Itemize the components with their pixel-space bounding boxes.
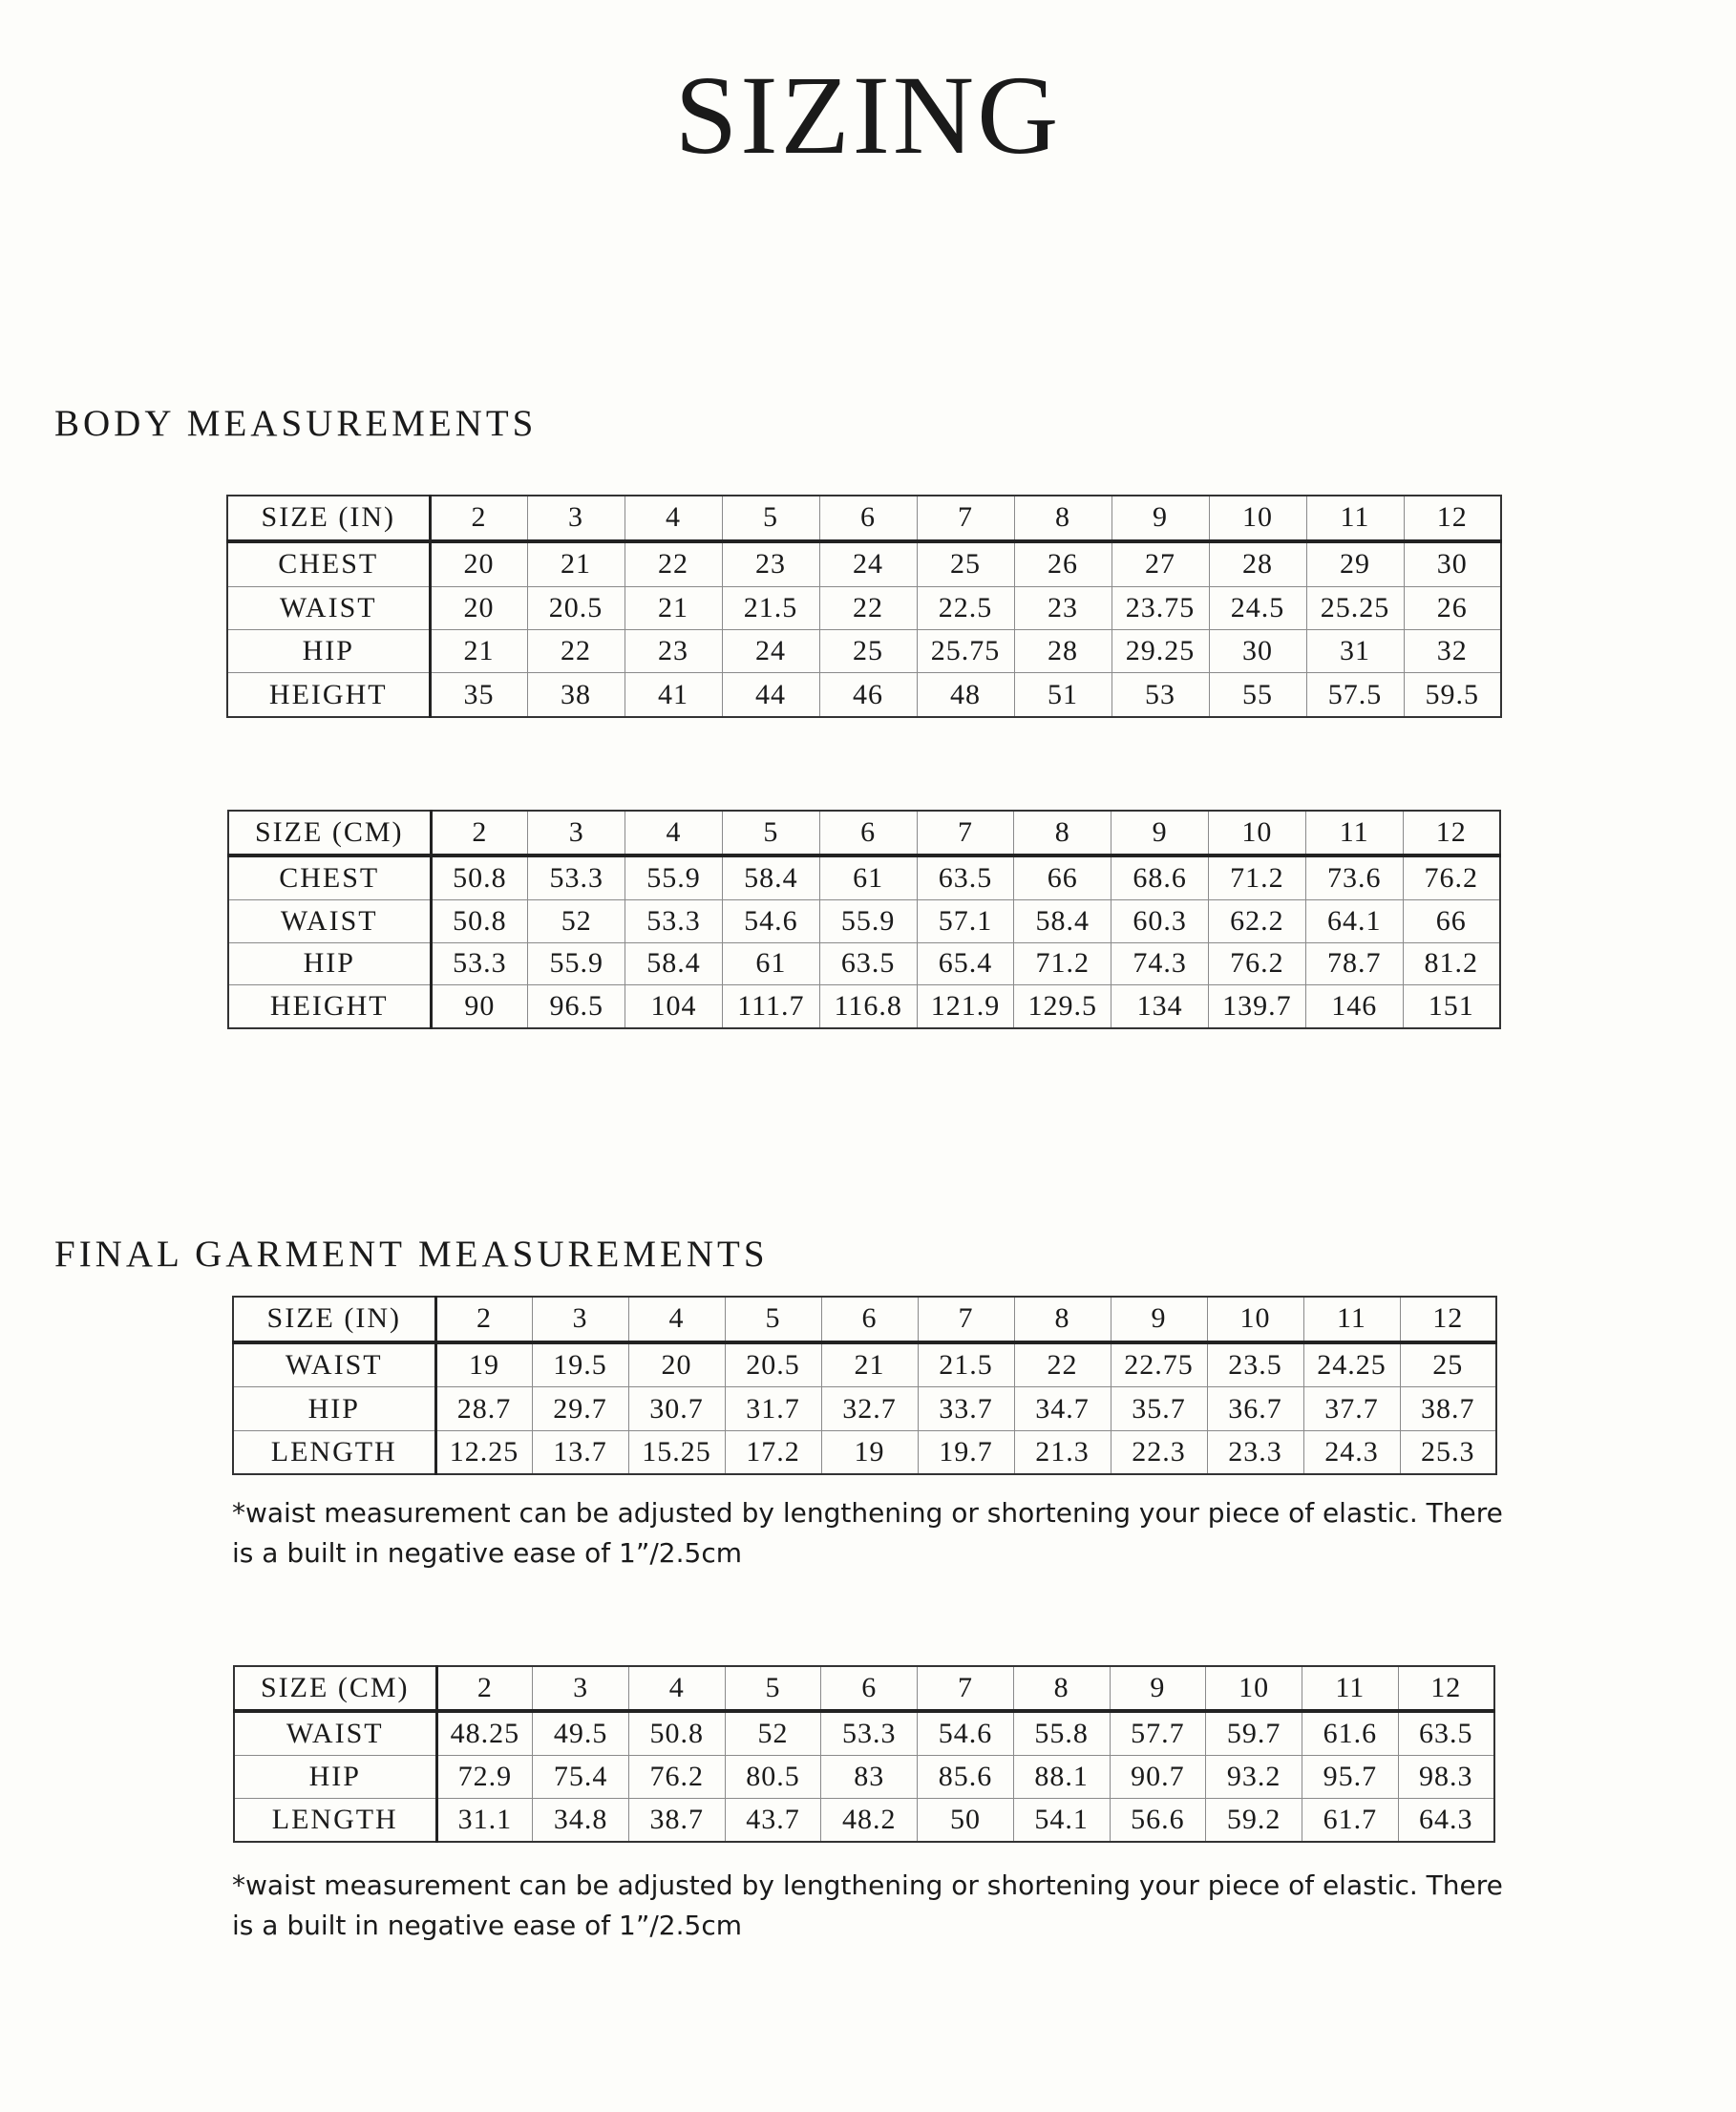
size-header-cell: 7 — [917, 496, 1014, 541]
measurement-cell: 50 — [918, 1799, 1014, 1842]
size-header-cell: 10 — [1209, 496, 1306, 541]
measurement-cell: 23.75 — [1111, 586, 1209, 629]
measurement-cell: 35.7 — [1111, 1387, 1207, 1430]
measurement-cell: 12.25 — [435, 1430, 532, 1474]
size-header-cell: 8 — [1013, 1666, 1110, 1711]
measurement-cell: 56.6 — [1110, 1799, 1206, 1842]
measurement-cell: 61 — [819, 855, 917, 899]
measurement-cell: 75.4 — [533, 1756, 629, 1799]
measurement-cell: 61.7 — [1302, 1799, 1398, 1842]
size-header-cell: 8 — [1014, 811, 1111, 855]
measurement-cell: 20.5 — [725, 1342, 821, 1387]
size-header-cell: 10 — [1206, 1666, 1302, 1711]
measurement-cell: 22 — [819, 586, 917, 629]
measurement-cell: 49.5 — [533, 1711, 629, 1756]
size-header-row — [227, 496, 1501, 541]
measurement-cell: 23 — [625, 630, 722, 673]
size-header-cell: 11 — [1306, 496, 1404, 541]
measurement-cell: 20 — [628, 1342, 725, 1387]
row-label: LENGTH — [233, 1430, 435, 1474]
measurement-cell: 23.5 — [1207, 1342, 1303, 1387]
row-label: CHEST — [228, 855, 431, 899]
measurement-cell: 121.9 — [917, 985, 1014, 1028]
table-row-waist — [228, 900, 1500, 943]
size-header-cell: 6 — [821, 1666, 918, 1711]
size-header-cell: 10 — [1209, 811, 1306, 855]
measurement-cell: 38.7 — [628, 1799, 725, 1842]
measurement-cell: 57.7 — [1110, 1711, 1206, 1756]
size-header-cell: 2 — [431, 811, 528, 855]
measurement-cell: 29 — [1306, 541, 1404, 586]
measurement-cell: 43.7 — [725, 1799, 821, 1842]
page-title: SIZING — [674, 53, 1062, 178]
measurement-cell: 22 — [527, 630, 625, 673]
size-header-cell: 12 — [1398, 1666, 1494, 1711]
table-row-waist — [233, 1342, 1496, 1387]
measurement-cell: 46 — [819, 673, 917, 717]
measurement-cell: 31.7 — [725, 1387, 821, 1430]
size-header-label: SIZE (CM) — [234, 1666, 436, 1711]
size-header-cell: 2 — [430, 496, 527, 541]
size-header-label: SIZE (IN) — [227, 496, 430, 541]
measurement-cell: 31 — [1306, 630, 1404, 673]
measurement-cell: 26 — [1014, 541, 1111, 586]
measurement-cell: 55.9 — [819, 900, 917, 943]
size-header-cell: 11 — [1302, 1666, 1398, 1711]
table-row-height — [227, 673, 1501, 717]
size-header-row — [234, 1666, 1494, 1711]
measurement-cell: 21 — [625, 586, 722, 629]
measurement-cell: 33.7 — [918, 1387, 1014, 1430]
measurement-cell: 32.7 — [821, 1387, 918, 1430]
row-label: HEIGHT — [228, 985, 431, 1028]
measurement-cell: 116.8 — [819, 985, 917, 1028]
size-header-cell: 4 — [628, 1666, 725, 1711]
measurement-cell: 53 — [1111, 673, 1209, 717]
table-row-waist — [227, 586, 1501, 629]
measurement-cell: 66 — [1403, 900, 1500, 943]
measurement-cell: 139.7 — [1209, 985, 1306, 1028]
measurement-cell: 111.7 — [722, 985, 819, 1028]
measurement-cell: 83 — [821, 1756, 918, 1799]
measurement-cell: 88.1 — [1013, 1756, 1110, 1799]
row-label: HIP — [234, 1756, 436, 1799]
measurement-cell: 20 — [430, 541, 527, 586]
row-label: HEIGHT — [227, 673, 430, 717]
measurement-cell: 26 — [1404, 586, 1501, 629]
measurement-cell: 34.8 — [533, 1799, 629, 1842]
row-label: WAIST — [234, 1711, 436, 1756]
measurement-cell: 22.75 — [1111, 1342, 1207, 1387]
size-header-cell: 4 — [628, 1297, 725, 1342]
note-line: *waist measurement can be adjusted by lengthening or shortening your piece of elastic. There — [232, 1497, 1503, 1529]
measurement-cell: 58.4 — [625, 942, 723, 985]
measurement-cell: 59.7 — [1206, 1711, 1302, 1756]
size-header-cell: 7 — [918, 1297, 1014, 1342]
measurement-cell: 23 — [1014, 586, 1111, 629]
measurement-cell: 53.3 — [625, 900, 723, 943]
measurement-cell: 24.5 — [1209, 586, 1306, 629]
measurement-cell: 73.6 — [1305, 855, 1403, 899]
size-header-cell: 5 — [722, 496, 819, 541]
measurement-cell: 50.8 — [628, 1711, 725, 1756]
measurement-cell: 72.9 — [436, 1756, 533, 1799]
measurement-cell: 54.1 — [1013, 1799, 1110, 1842]
size-header-cell: 11 — [1303, 1297, 1400, 1342]
measurement-cell: 35 — [430, 673, 527, 717]
measurement-cell: 76.2 — [1209, 942, 1306, 985]
measurement-cell: 23 — [722, 541, 819, 586]
measurement-cell: 22 — [1014, 1342, 1111, 1387]
measurement-cell: 22.3 — [1111, 1430, 1207, 1474]
measurement-cell: 98.3 — [1398, 1756, 1494, 1799]
size-header-cell: 6 — [819, 811, 917, 855]
measurement-cell: 54.6 — [918, 1711, 1014, 1756]
size-header-cell: 2 — [435, 1297, 532, 1342]
measurement-cell: 21.5 — [722, 586, 819, 629]
measurement-cell: 21 — [527, 541, 625, 586]
size-header-cell: 9 — [1111, 811, 1209, 855]
measurement-cell: 78.7 — [1305, 942, 1403, 985]
measurement-cell: 34.7 — [1014, 1387, 1111, 1430]
size-header-cell: 9 — [1111, 496, 1209, 541]
table-row-hip — [233, 1387, 1496, 1430]
row-label: HIP — [227, 630, 430, 673]
row-label: WAIST — [228, 900, 431, 943]
measurement-cell: 24.25 — [1303, 1342, 1400, 1387]
measurement-cell: 53.3 — [528, 855, 625, 899]
measurement-cell: 24 — [819, 541, 917, 586]
measurement-cell: 61.6 — [1302, 1711, 1398, 1756]
measurement-cell: 25 — [917, 541, 1014, 586]
measurement-cell: 30 — [1209, 630, 1306, 673]
measurement-cell: 29.7 — [532, 1387, 628, 1430]
size-header-cell: 12 — [1403, 811, 1500, 855]
measurement-cell: 29.25 — [1111, 630, 1209, 673]
measurement-cell: 54.6 — [722, 900, 819, 943]
measurement-cell: 55.8 — [1013, 1711, 1110, 1756]
measurement-cell: 30 — [1404, 541, 1501, 586]
table-row-chest — [228, 855, 1500, 899]
size-header-cell: 11 — [1305, 811, 1403, 855]
section-title-body-measurements: BODY MEASUREMENTS — [54, 403, 538, 444]
measurement-cell: 23.3 — [1207, 1430, 1303, 1474]
measurement-cell: 50.8 — [431, 900, 528, 943]
measurement-cell: 52 — [725, 1711, 821, 1756]
size-header-row — [233, 1297, 1496, 1342]
measurement-cell: 58.4 — [722, 855, 819, 899]
measurement-cell: 32 — [1404, 630, 1501, 673]
size-header-cell: 10 — [1207, 1297, 1303, 1342]
size-header-cell: 8 — [1014, 1297, 1111, 1342]
measurement-cell: 25.3 — [1400, 1430, 1496, 1474]
measurement-cell: 53.3 — [821, 1711, 918, 1756]
measurement-cell: 30.7 — [628, 1387, 725, 1430]
size-header-cell: 9 — [1111, 1297, 1207, 1342]
measurement-cell: 90 — [431, 985, 528, 1028]
measurement-cell: 68.6 — [1111, 855, 1209, 899]
measurement-cell: 146 — [1305, 985, 1403, 1028]
row-label: LENGTH — [234, 1799, 436, 1842]
table-row-hip — [228, 942, 1500, 985]
measurement-cell: 48.25 — [436, 1711, 533, 1756]
size-header-cell: 12 — [1400, 1297, 1496, 1342]
table-row-height — [228, 985, 1500, 1028]
size-header-label: SIZE (CM) — [228, 811, 431, 855]
measurement-cell: 19.5 — [532, 1342, 628, 1387]
measurement-cell: 20.5 — [527, 586, 625, 629]
measurement-cell: 48 — [917, 673, 1014, 717]
measurement-cell: 63.5 — [1398, 1711, 1494, 1756]
measurement-cell: 134 — [1111, 985, 1209, 1028]
measurement-cell: 50.8 — [431, 855, 528, 899]
body-measurements-cm-table — [227, 810, 1501, 1029]
measurement-cell: 28 — [1209, 541, 1306, 586]
measurement-cell: 19 — [435, 1342, 532, 1387]
measurement-cell: 65.4 — [917, 942, 1014, 985]
measurement-cell: 59.2 — [1206, 1799, 1302, 1842]
measurement-cell: 51 — [1014, 673, 1111, 717]
garment-measurements-inches-table — [232, 1296, 1497, 1475]
measurement-cell: 90.7 — [1110, 1756, 1206, 1799]
size-header-cell: 9 — [1110, 1666, 1206, 1711]
measurement-cell: 24.3 — [1303, 1430, 1400, 1474]
measurement-cell: 64.1 — [1305, 900, 1403, 943]
note-line: is a built in negative ease of 1”/2.5cm — [232, 1537, 743, 1569]
size-header-label: SIZE (IN) — [233, 1297, 435, 1342]
table-row-length — [233, 1430, 1496, 1474]
measurement-cell: 71.2 — [1014, 942, 1111, 985]
measurement-cell: 44 — [722, 673, 819, 717]
measurement-cell: 15.25 — [628, 1430, 725, 1474]
table-row-hip — [234, 1756, 1494, 1799]
size-header-cell: 3 — [533, 1666, 629, 1711]
measurement-cell: 55 — [1209, 673, 1306, 717]
size-header-cell: 6 — [821, 1297, 918, 1342]
size-header-cell: 4 — [625, 811, 723, 855]
size-header-cell: 2 — [436, 1666, 533, 1711]
measurement-cell: 80.5 — [725, 1756, 821, 1799]
size-header-cell: 12 — [1404, 496, 1501, 541]
measurement-cell: 38.7 — [1400, 1387, 1496, 1430]
table-row-length — [234, 1799, 1494, 1842]
measurement-cell: 76.2 — [628, 1756, 725, 1799]
measurement-cell: 60.3 — [1111, 900, 1209, 943]
size-header-cell: 7 — [917, 811, 1014, 855]
measurement-cell: 85.6 — [918, 1756, 1014, 1799]
size-header-cell: 3 — [532, 1297, 628, 1342]
measurement-cell: 24 — [722, 630, 819, 673]
measurement-cell: 57.1 — [917, 900, 1014, 943]
measurement-cell: 25 — [1400, 1342, 1496, 1387]
row-label: WAIST — [233, 1342, 435, 1387]
measurement-cell: 96.5 — [528, 985, 625, 1028]
measurement-cell: 57.5 — [1306, 673, 1404, 717]
measurement-cell: 41 — [625, 673, 722, 717]
measurement-cell: 129.5 — [1014, 985, 1111, 1028]
size-header-cell: 3 — [528, 811, 625, 855]
size-header-cell: 5 — [722, 811, 819, 855]
measurement-cell: 64.3 — [1398, 1799, 1494, 1842]
measurement-cell: 55.9 — [528, 942, 625, 985]
measurement-cell: 59.5 — [1404, 673, 1501, 717]
note-line: is a built in negative ease of 1”/2.5cm — [232, 1910, 743, 1941]
measurement-cell: 21 — [821, 1342, 918, 1387]
measurement-cell: 93.2 — [1206, 1756, 1302, 1799]
measurement-cell: 22 — [625, 541, 722, 586]
measurement-cell: 74.3 — [1111, 942, 1209, 985]
size-header-row — [228, 811, 1500, 855]
note-line: *waist measurement can be adjusted by lengthening or shortening your piece of elastic. There — [232, 1869, 1503, 1901]
measurement-cell: 37.7 — [1303, 1387, 1400, 1430]
row-label: HIP — [233, 1387, 435, 1430]
size-header-cell: 5 — [725, 1666, 821, 1711]
measurement-cell: 28 — [1014, 630, 1111, 673]
table-row-chest — [227, 541, 1501, 586]
measurement-cell: 58.4 — [1014, 900, 1111, 943]
measurement-cell: 25 — [819, 630, 917, 673]
measurement-cell: 21.3 — [1014, 1430, 1111, 1474]
measurement-cell: 38 — [527, 673, 625, 717]
measurement-cell: 55.9 — [625, 855, 723, 899]
size-header-cell: 8 — [1014, 496, 1111, 541]
measurement-cell: 19.7 — [918, 1430, 1014, 1474]
size-header-cell: 3 — [527, 496, 625, 541]
measurement-cell: 13.7 — [532, 1430, 628, 1474]
measurement-cell: 21.5 — [918, 1342, 1014, 1387]
table-row-waist — [234, 1711, 1494, 1756]
size-header-cell: 7 — [918, 1666, 1014, 1711]
measurement-cell: 28.7 — [435, 1387, 532, 1430]
measurement-cell: 151 — [1403, 985, 1500, 1028]
measurement-cell: 20 — [430, 586, 527, 629]
measurement-cell: 62.2 — [1209, 900, 1306, 943]
measurement-cell: 66 — [1014, 855, 1111, 899]
garment-inches-note — [232, 1493, 1531, 1573]
body-measurements-inches-table — [226, 495, 1502, 718]
measurement-cell: 17.2 — [725, 1430, 821, 1474]
row-label: HIP — [228, 942, 431, 985]
measurement-cell: 76.2 — [1403, 855, 1500, 899]
measurement-cell: 53.3 — [431, 942, 528, 985]
size-header-cell: 4 — [625, 496, 722, 541]
measurement-cell: 95.7 — [1302, 1756, 1398, 1799]
measurement-cell: 21 — [430, 630, 527, 673]
garment-cm-note — [232, 1866, 1531, 1946]
measurement-cell: 63.5 — [819, 942, 917, 985]
measurement-cell: 25.25 — [1306, 586, 1404, 629]
size-header-cell: 6 — [819, 496, 917, 541]
measurement-cell: 63.5 — [917, 855, 1014, 899]
row-label: CHEST — [227, 541, 430, 586]
measurement-cell: 27 — [1111, 541, 1209, 586]
measurement-cell: 71.2 — [1209, 855, 1306, 899]
measurement-cell: 25.75 — [917, 630, 1014, 673]
measurement-cell: 31.1 — [436, 1799, 533, 1842]
measurement-cell: 52 — [528, 900, 625, 943]
measurement-cell: 19 — [821, 1430, 918, 1474]
size-header-cell: 5 — [725, 1297, 821, 1342]
measurement-cell: 36.7 — [1207, 1387, 1303, 1430]
measurement-cell: 48.2 — [821, 1799, 918, 1842]
row-label: WAIST — [227, 586, 430, 629]
garment-measurements-cm-table — [233, 1665, 1495, 1843]
section-title-final-garment-measurements: FINAL GARMENT MEASUREMENTS — [54, 1234, 769, 1275]
measurement-cell: 22.5 — [917, 586, 1014, 629]
measurement-cell: 81.2 — [1403, 942, 1500, 985]
table-row-hip — [227, 630, 1501, 673]
measurement-cell: 104 — [625, 985, 723, 1028]
measurement-cell: 61 — [722, 942, 819, 985]
